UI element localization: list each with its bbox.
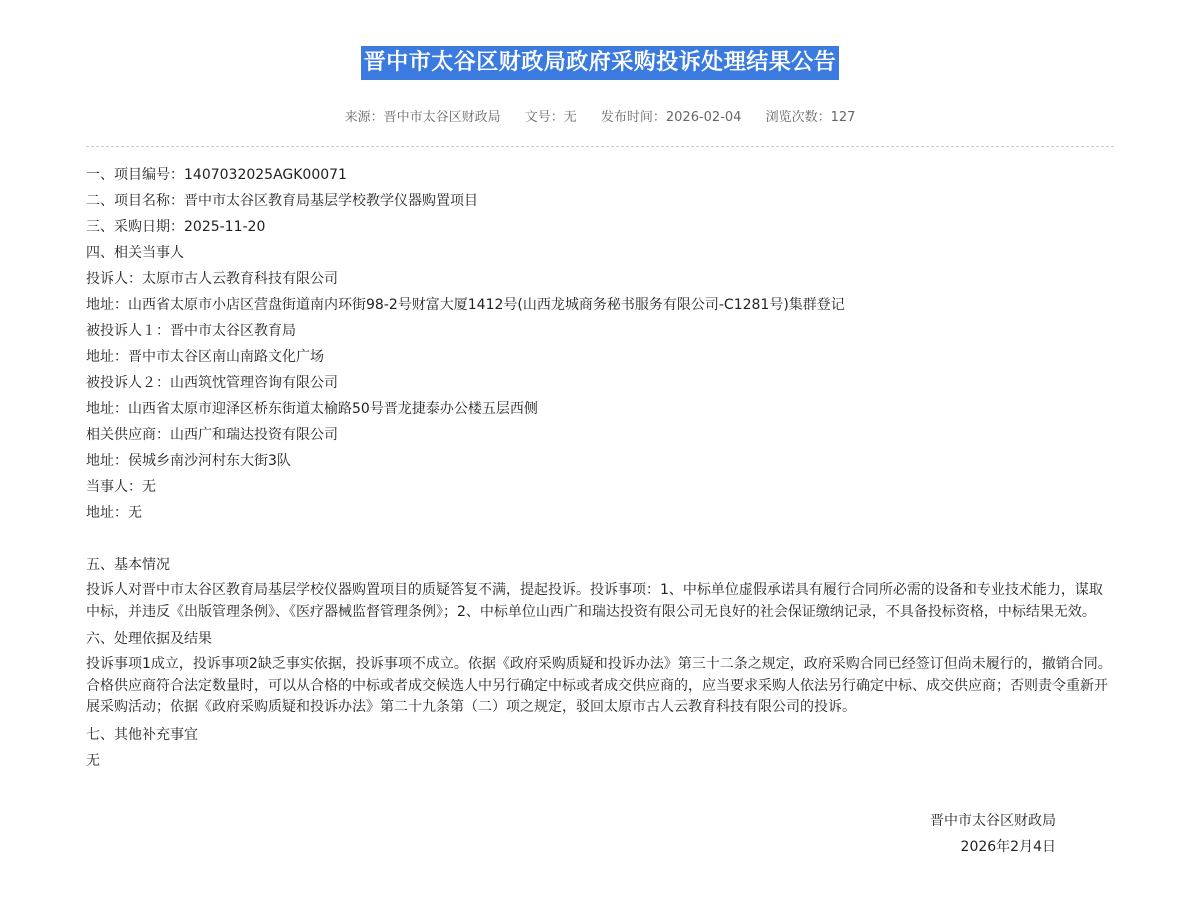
section-5-text: 投诉人对晋中市太谷区教育局基层学校仪器购置项目的质疑答复不满，提起投诉。投诉事项：1、中标单位虚假承诺具有履行合同所必需的设备和专业技术能力，谋取中标，并违反《出版管理条例》、《医疗器械监督管理条例》；2、中标单位山西广和瑞达投资有限公司无良好的社会保证缴纳记录，不具备投标资格，中标结果无效。 — [86, 582, 1103, 620]
section-5-title: 五、基本情况 — [86, 557, 170, 573]
divider — [86, 146, 1114, 147]
respondent-2: 被投诉人２：山西筑忱管理咨询有限公司 — [86, 375, 338, 391]
signature-date: 2026年2月4日 — [960, 839, 1056, 855]
related-supplier-address: 地址：侯城乡南沙河村东大街3队 — [86, 453, 291, 469]
spacer — [86, 526, 1116, 552]
section-7-title: 七、其他补充事宜 — [86, 726, 198, 743]
project-name: 二、项目名称：晋中市太谷区教育局基层学校教学仪器购置项目 — [86, 193, 478, 209]
section-6-title: 六、处理依据及结果 — [86, 631, 212, 647]
title-area — [0, 46, 1200, 80]
related-supplier: 相关供应商：山西广和瑞达投资有限公司 — [86, 427, 338, 443]
respondent-2-address: 地址：山西省太原市迎泽区桥东街道太榆路50号晋龙捷泰办公楼五层西侧 — [86, 401, 538, 417]
respondent-1: 被投诉人１：晋中市太谷区教育局 — [86, 323, 296, 339]
meta-info — [0, 108, 1200, 128]
meta-source: 来源：晋中市太谷区财政局 — [344, 110, 501, 125]
signature-org: 晋中市太谷区财政局 — [930, 813, 1056, 829]
section-7-text: 无 — [86, 752, 100, 769]
meta-views: 浏览次数：127 — [765, 110, 856, 125]
respondent-1-address: 地址：晋中市太谷区南山南路文化广场 — [86, 349, 324, 365]
project-number: 一、项目编号：1407032025AGK00071 — [86, 167, 347, 183]
meta-publish-time: 发布时间：2026-02-04 — [600, 110, 742, 125]
party-address: 地址：无 — [86, 505, 142, 521]
purchase-date: 三、采购日期：2025-11-20 — [86, 219, 266, 235]
meta-doc-no: 文号：无 — [524, 110, 577, 125]
section-6-text: 投诉事项1成立，投诉事项2缺乏事实依据，投诉事项不成立。依据《政府采购质疑和投诉办法》第三十二条之规定，政府采购合同已经签订但尚未履行的，撤销合同。合格供应商符合法定数量时，可以从合格的中标或者成交候选人中另行确定中标或者成交供应商的，应当要求采购人依法另行确定中标、成交供应商；否则责令重新开展采购活动；依据《政府采购质疑和投诉办法》第二十九条第（二）项之规定，驳回太原市古人云教育科技有限公司的投诉。 — [86, 656, 1112, 715]
complainant: 投诉人：太原市古人云教育科技有限公司 — [86, 271, 338, 287]
page-title: 晋中市太谷区财政局政府采购投诉处理结果公告 — [361, 46, 840, 80]
section-parties-title: 四、相关当事人 — [86, 245, 184, 261]
announcement-body — [86, 162, 1116, 774]
complainant-address: 地址：山西省太原市小店区营盘街道南内环街98-2号财富大厦1412号(山西龙城商务秘书服务有限公司-C1281号)集群登记 — [86, 297, 845, 313]
party: 当事人：无 — [86, 479, 156, 495]
